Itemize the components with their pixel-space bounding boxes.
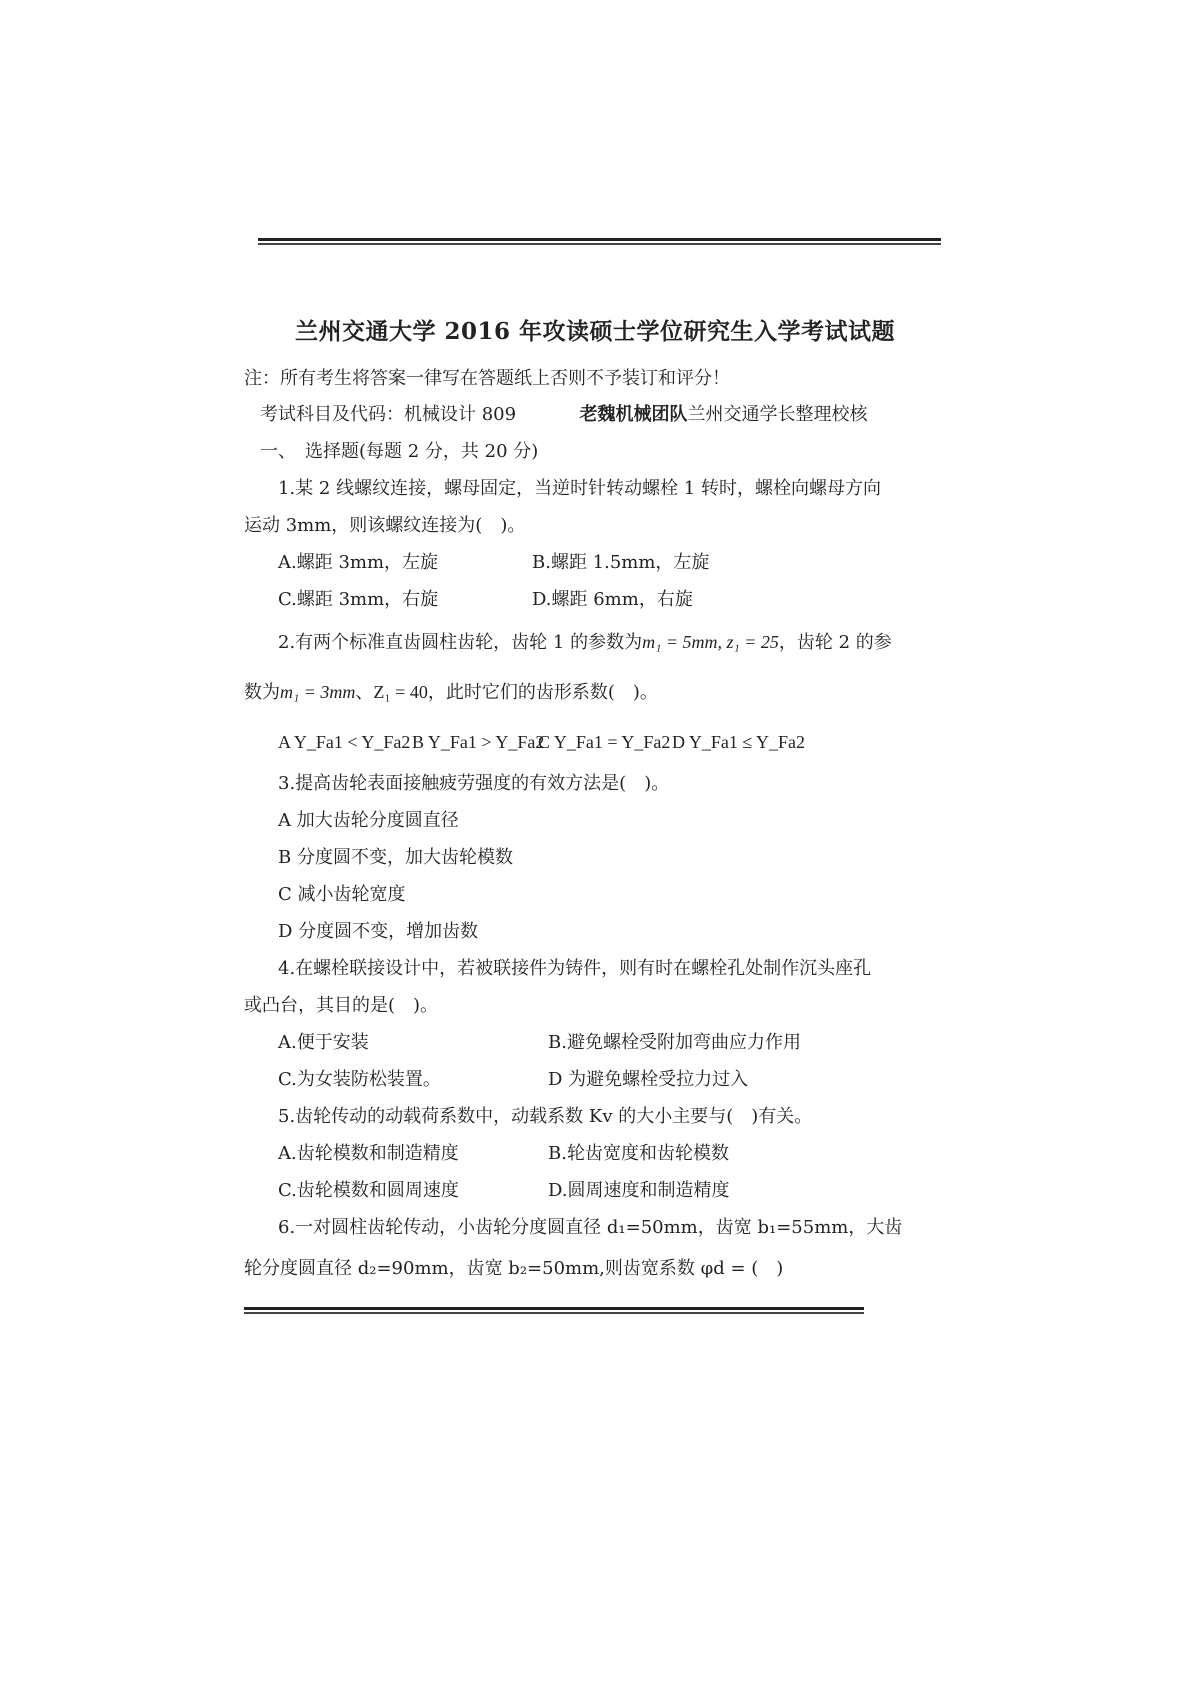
q2-separator: 、 xyxy=(355,682,374,703)
subject-code: 考试科目及代码：机械设计 809 xyxy=(260,404,517,425)
exam-note: 注：所有考生将答案一律写在答题纸上否则不予装订和评分！ xyxy=(244,368,730,389)
top-rule xyxy=(258,238,941,245)
q2-line1-tail: ，齿轮 2 的参 xyxy=(778,632,892,653)
q4-option-d: D 为避免螺栓受拉力过入 xyxy=(548,1069,749,1090)
q1-option-c: C.螺距 3mm，右旋 xyxy=(278,589,439,610)
section-heading: 一、 选择题(每题 2 分，共 20 分) xyxy=(260,441,539,462)
q2-gear1-params: m₁ = 5mm, z₁ = 25 xyxy=(642,632,779,652)
q4-option-c: C.为女装防松装置。 xyxy=(278,1069,441,1090)
q5-option-c: C.齿轮模数和圆周速度 xyxy=(278,1180,459,1201)
q3-option-c: C 减小齿轮宽度 xyxy=(278,884,406,905)
team-suffix: 兰州交通学长整理校核 xyxy=(687,404,868,425)
q2-gear2-module: m₁ = 3mm xyxy=(280,682,356,702)
q2-line1-text: 2.有两个标准直齿圆柱齿轮，齿轮 1 的参数为 xyxy=(278,632,643,653)
q4-line2: 或凸台，其目的是( )。 xyxy=(244,995,439,1016)
q3-line1: 3.提高齿轮表面接触疲劳强度的有效方法是( )。 xyxy=(278,773,670,794)
q4-option-a: A.便于安装 xyxy=(278,1032,369,1053)
q2-line2-tail: ，此时它们的齿形系数( )。 xyxy=(427,682,658,703)
q2-option-d: D Y_Fa1 ≤ Y_Fa2 xyxy=(672,732,806,752)
q2-option-b: B Y_Fa1 > Y_Fa2 xyxy=(412,732,545,752)
q6-line2: 轮分度圆直径 d₂=90mm，齿宽 b₂=50mm,则齿宽系数 φd = ( ) xyxy=(244,1258,784,1279)
q1-option-d: D.螺距 6mm，右旋 xyxy=(532,589,693,610)
q1-line2: 运动 3mm，则该螺纹连接为( )。 xyxy=(244,515,526,536)
q4-line1: 4.在螺栓联接设计中，若被联接件为铸件，则有时在螺栓孔处制作沉头座孔 xyxy=(278,958,872,979)
q5-option-d: D.圆周速度和制造精度 xyxy=(548,1180,730,1201)
subject-line xyxy=(260,403,868,427)
q5-option-a: A.齿轮模数和制造精度 xyxy=(278,1143,459,1164)
q4-option-b: B.避免螺栓受附加弯曲应力作用 xyxy=(548,1032,801,1053)
q2-gear2-teeth: Z₁ = 40 xyxy=(373,682,428,702)
q5-option-b: B.轮齿宽度和齿轮模数 xyxy=(548,1143,729,1164)
q1-option-b: B.螺距 1.5mm，左旋 xyxy=(532,552,710,573)
q1-option-a: A.螺距 3mm，左旋 xyxy=(278,552,439,573)
bottom-rule xyxy=(244,1307,864,1314)
q6-line1: 6.一对圆柱齿轮传动，小齿轮分度圆直径 d₁=50mm，齿宽 b₁=55mm，大齿 xyxy=(278,1217,903,1238)
q3-option-a: A 加大齿轮分度圆直径 xyxy=(278,810,459,831)
q1-line1: 1.某 2 线螺纹连接，螺母固定，当逆时针转动螺栓 1 转时，螺栓向螺母方向 xyxy=(278,478,881,499)
q3-option-b: B 分度圆不变，加大齿轮模数 xyxy=(278,847,513,868)
q3-option-d: D 分度圆不变，增加齿数 xyxy=(278,921,479,942)
q2-line2-text: 数为 xyxy=(244,682,280,703)
team-name: 老魏机械团队 xyxy=(579,404,688,425)
q5-line1: 5.齿轮传动的动载荷系数中，动载系数 Kv 的大小主要与( )有关。 xyxy=(278,1106,813,1127)
q2-line2 xyxy=(244,680,658,705)
q2-line1 xyxy=(278,630,892,655)
exam-title: 兰州交通大学 2016 年攻读硕士学位研究生入学考试试题 xyxy=(294,318,896,345)
q2-option-c: C Y_Fa1 = Y_Fa2 xyxy=(538,732,671,752)
q2-option-a: A Y_Fa1 < Y_Fa2 xyxy=(278,732,411,752)
